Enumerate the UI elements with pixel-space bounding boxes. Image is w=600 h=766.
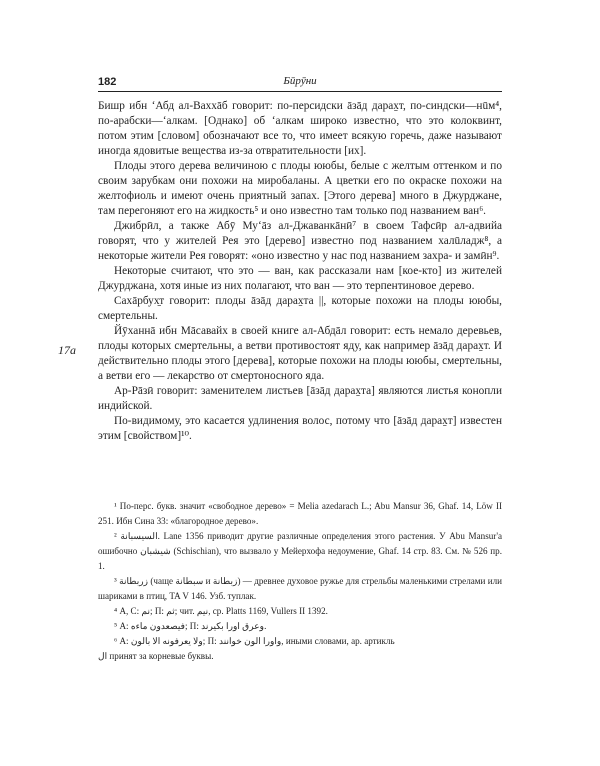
page-header	[98, 75, 502, 92]
paragraph: Бишр ибн ʻАбд ал-Ваххāб говорит: по-персидски āзāд дараx̱т, по-синдски—нūм⁴, по-арабски—ʻалкам. [Однако] об ʻалкам широко известно, что это колоквинт, потом этим [словом] обозначают все то, что имеет всякую горечь, даже называют иногда ядовитые вещества из-за отвратительности [их].	[98, 100, 502, 157]
margin-folio-note: 17a	[58, 343, 76, 357]
footnote: ¹ По-перс. букв. значит «свободное дерево» = Melia azedarach L.; Abu Mansur 36, Ghaf. 14, Löw II 251. Ибн Сина 33: «благородное дерево».	[98, 501, 502, 526]
footnote: ³ زربطانة (чаще سبطانة и زبطانة) — древнее духовое ружье для стрельбы маленькими стрелами или шариками в птиц, TA V 146. Узб. туплак.	[98, 576, 503, 601]
footnote: ² السيسبانة. Lane 1356 приводит другие различные определения этого растения. У Abu Mansur'a ошибочно شيشبان (Schischian), что вызвало у Мейерхофа недоумение, Ghaf. 14 стр. 83. См. № 526 пр. 1.	[98, 531, 503, 571]
running-title: Бӣрӯни	[283, 75, 317, 87]
paragraph: Ар-Рāзӣ говорит: заменителем листьев [āзāд дараx̱та] являются листья конопли индийской.	[98, 385, 502, 412]
page-number: 182	[98, 76, 117, 88]
paragraph: Джибрӣл, а также Абӯ Муʻāз ал-Джаванкāнӣ⁷ в своем Тафсӣр ал-адвийа говорят, что у жителей Рея это [дерево] известно под названием халūладж⁸, а некоторые жители Рея говорят: «оно известно у нас под названием захра- и замӣн⁹.	[98, 220, 502, 262]
paragraph: Некоторые считают, что это — ван, как рассказали нам [кое-кто] из жителей Джурджана, хотя иные из них полагают, что ван — это терпентиновое дерево.	[98, 265, 502, 292]
footnote: ⁵ А: فيصعدون ماءه; П: وعرق اورا بكيرند.	[114, 621, 267, 631]
paragraph: Сахāрбух̱т говорит: плоды āзāд дараx̱та ||, которые похожи на плоды ююбы, смертельны.	[98, 295, 502, 322]
main-text	[98, 99, 502, 444]
footnote: ⁶ А: ولا يعرفونه الا بالون; П: واورا الون خوانند, иными словами, ар. артикль	[114, 636, 395, 646]
footnotes	[98, 499, 502, 664]
paragraph: По-видимому, это касается удлинения волос, потому что [āзāд дараx̱т] известен этим [свойством]¹⁰.	[98, 415, 502, 442]
paragraph: Йӯханнā ибн Māсавайх в своей книге ал-Абдāл говорит: есть немало деревьев, плоды которых смертельны, а ветви противостоят яду, как например āзāд дараx̱т. И действительно плоды этого [дерева], которые похожи на плоды ююбы, смертельны, а ветви его — лекарство от смертоносного яда.	[98, 325, 502, 382]
footnote: ⁴ А, С: نم; П: ثم; чит. نيم, ср. Platts 1169, Vullers II 1392.	[114, 606, 328, 616]
footnote-continuation: ال принят за корневые буквы.	[98, 651, 214, 661]
paragraph: Плоды этого дерева величиною с плоды ююбы, белые с желтым оттенком и по своим зарубкам они похожи на миробаланы. А цветки его по окраске похожи на желтофиоль и имеют очень приятный запах. [Этого дерева] много в Джурджане, там перегоняют его на жидкость⁵ и оно известно там только под названием ван⁶.	[98, 160, 502, 217]
